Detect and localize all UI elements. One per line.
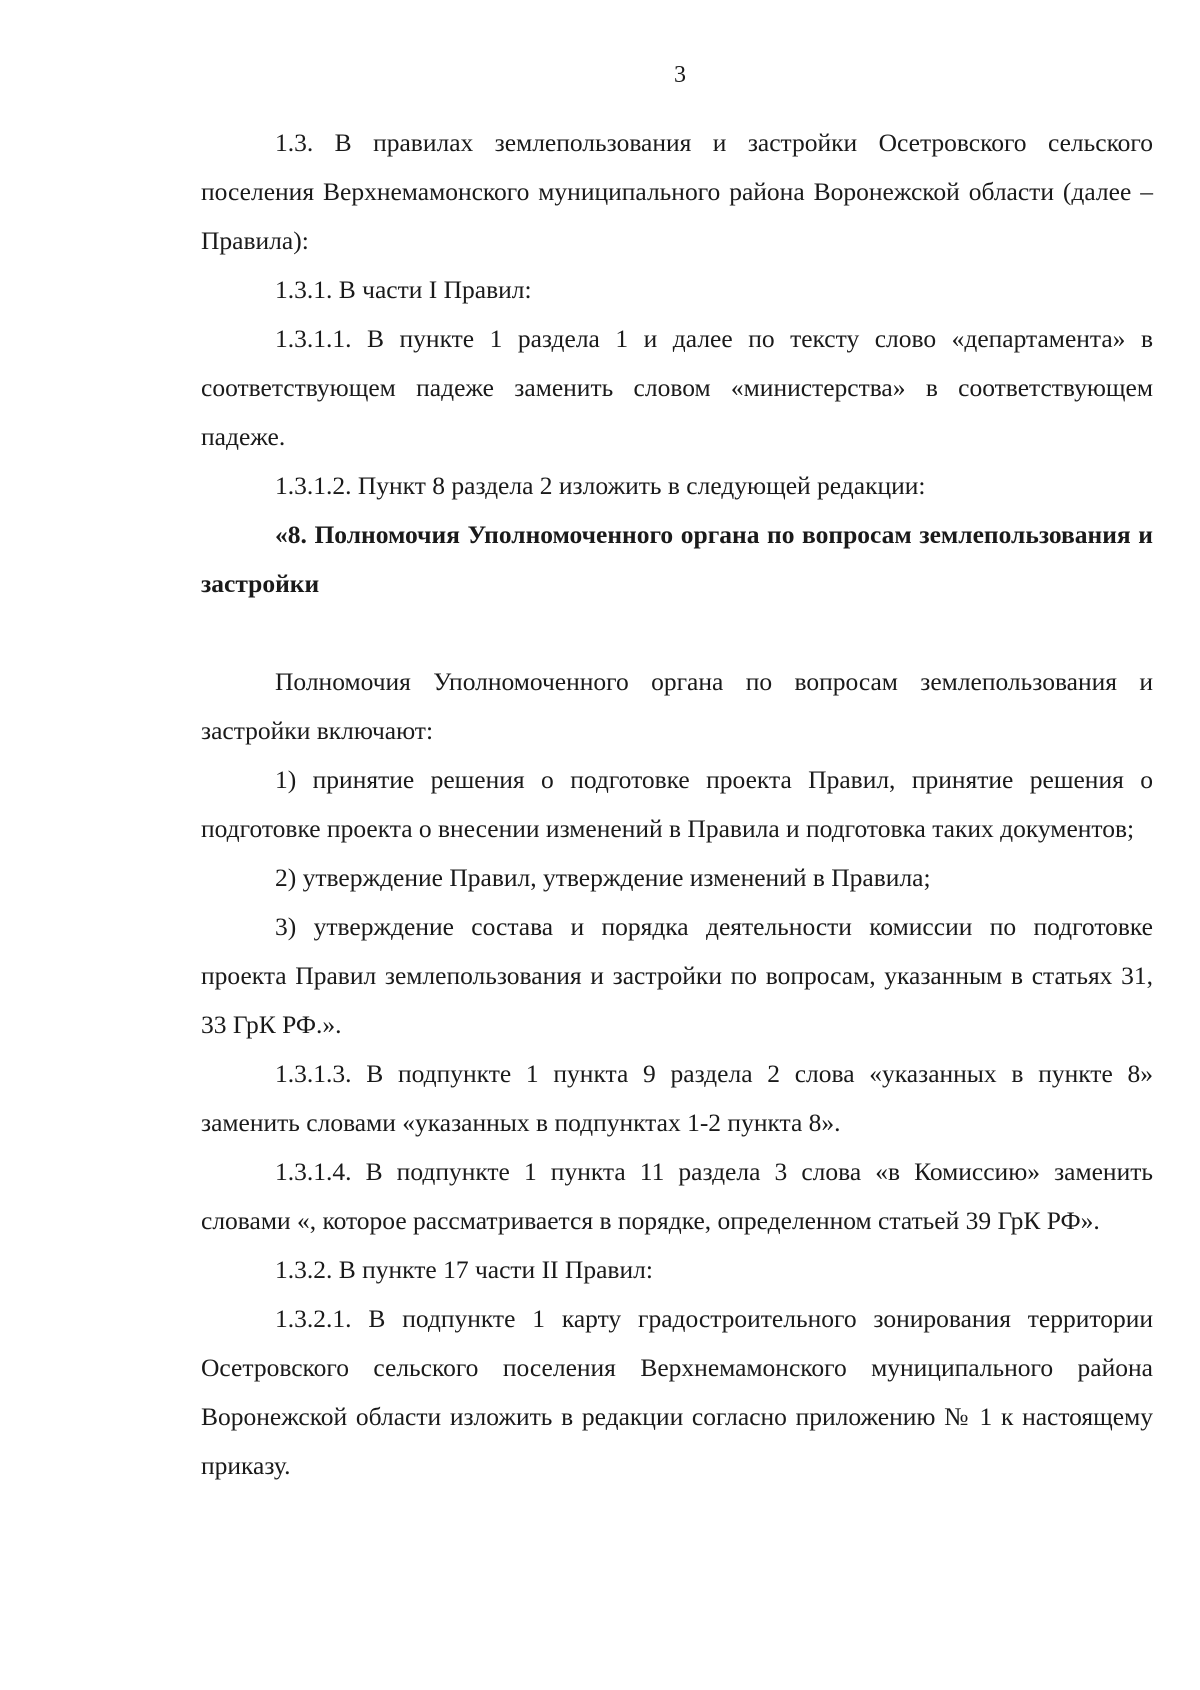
- paragraph-1-3-2: 1.3.2. В пункте 17 части II Правил:: [275, 1255, 653, 1284]
- paragraph-1-3-1: 1.3.1. В части I Правил:: [275, 275, 532, 304]
- paragraph-1-3-1-2: 1.3.1.2. Пункт 8 раздела 2 изложить в следующей редакции:: [275, 471, 926, 500]
- powers-item-2: 2) утверждение Правил, утверждение изменений в Правила;: [275, 863, 931, 892]
- paragraph-1-3-1-3: 1.3.1.3. В подпункте 1 пункта 9 раздела 2 слова «указанных в пункте 8» заменить словами «указанных в подпунктах 1-2 пункта 8».: [201, 1059, 1153, 1137]
- powers-item-3: 3) утверждение состава и порядка деятельности комиссии по подготовке проекта Правил землепользования и застройки по вопросам, указанным в статьях 31, 33 ГрК РФ.».: [201, 912, 1153, 1039]
- paragraph-1-3-2-1: 1.3.2.1. В подпункте 1 карту градостроительного зонирования территории Осетровского сельского поселения Верхнемамонского муниципального района Воронежской области изложить в редакции согласно приложению № 1 к настоящему приказу.: [201, 1304, 1153, 1480]
- section-8-heading: «8. Полномочия Уполномоченного органа по вопросам землепользования и застройки: [201, 520, 1153, 598]
- document-body: [201, 118, 1153, 1490]
- powers-item-1: 1) принятие решения о подготовке проекта Правил, принятие решения о подготовке проекта о внесении изменений в Правила и подготовка таких документов;: [201, 765, 1153, 843]
- paragraph-1-3-1-1: 1.3.1.1. В пункте 1 раздела 1 и далее по тексту слово «департамента» в соответствующем падеже заменить словом «министерства» в соответствующем падеже.: [201, 324, 1153, 451]
- paragraph-1-3: 1.3. В правилах землепользования и застройки Осетровского сельского поселения Верхнемамонского муниципального района Воронежской области (далее – Правила):: [201, 128, 1153, 255]
- powers-intro: Полномочия Уполномоченного органа по вопросам землепользования и застройки включают:: [201, 667, 1153, 745]
- page-number: 3: [674, 62, 686, 88]
- paragraph-1-3-1-4: 1.3.1.4. В подпункте 1 пункта 11 раздела 3 слова «в Комиссию» заменить словами «, которое рассматривается в порядке, определенном статьей 39 ГрК РФ».: [201, 1157, 1153, 1235]
- spacer: [201, 608, 1153, 657]
